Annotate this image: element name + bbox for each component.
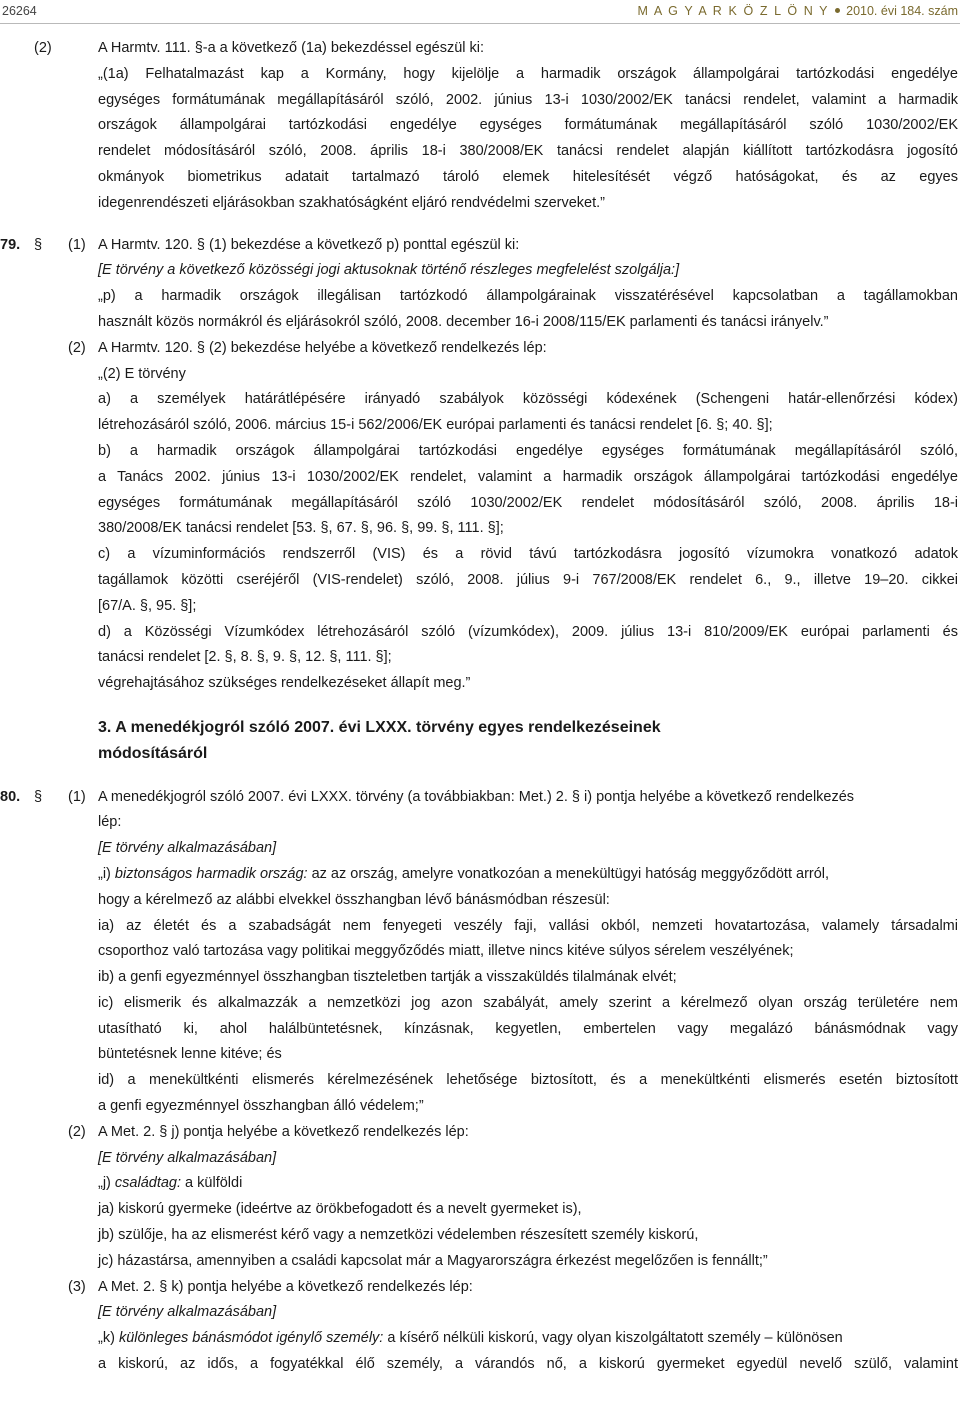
paragraph-marker: (2) [34,40,52,56]
text-line: ja) kiskorú gyermeke (ideértve az örökbefogadott és a nevelt gyermeket is), [98,1201,582,1218]
text-line [0,1275,958,1301]
text-line: a genfi egyezménnyel összhangban álló védelem;” [98,1098,424,1115]
paragraph-marker: (2) [68,339,86,356]
text-line: egységes formátumának megállapításáról szóló 1030/2002/EK rendelet módosításáról szóló, 2008. április 18-i [98,494,958,511]
issue-date: 2010. évi 184. szám [846,4,958,18]
text-line: id) a menekültkénti elismerés kérelmezésének lehetősége biztosított, és a menekültkénti elismerés esetén biztosított [98,1072,958,1089]
section-sign: § [34,788,43,805]
section-sign: § [34,236,43,253]
text-line: „(1a) Felhatalmazást kap a Kormány, hogy kijelölje a harmadik országok állampolgárai tartózkodási engedélye [98,65,958,82]
text-line [0,1120,958,1146]
text-line: végrehajtásához szükséges rendelkezéseket állapít meg.” [98,675,471,692]
text-line: tagállamok közötti cseréjéről (VIS-rendelet) szóló, 2008. július 9-i 767/2008/EK rendelet 6., 9., illetve 19–20. cikkei [98,571,958,588]
text-line: [E törvény alkalmazásában] [98,840,277,857]
text-line: hogy a kérelmező az alábbi elvekkel összhangban lévő bánásmódban részesül: [98,891,610,908]
text-line: „(2) E törvény [98,365,186,382]
bullet-dot-icon [835,8,840,13]
text-line: ia) az életét és a szabadságát nem fenyegeti veszély faji, vallási okból, nemzeti hovatartozása, valamely társadalmi [98,917,958,934]
line-text: A Met. 2. § k) pontja helyébe a következő rendelkezés lép: [98,1278,473,1295]
line-text: a kísérő nélküli kiskorú, vagy olyan kiszolgáltatott személy – különösen [383,1330,843,1347]
publication-title: M A G Y A R K Ö Z L Ö N Y [637,4,830,18]
header-divider [0,23,960,24]
defined-term: különleges bánásmódot igénylő személy: [118,1330,384,1347]
text-line: jb) szülője, ha az elismerést kérő vagy a nemzetközi védelemben részesített személy kiskorú, [98,1227,699,1244]
section-number: 79. [0,236,21,253]
line-text: A Harmtv. 120. § (2) bekezdése helyébe a következő rendelkezés lép: [98,339,547,356]
text-line [98,1171,958,1197]
text-line [0,36,958,62]
text-line: tanácsi rendelet [2. §, 8. §, 9. §, 12. §, 111. §]; [98,649,392,666]
line-text: A Harmtv. 120. § (1) bekezdése a következő p) ponttal egészül ki: [98,236,520,253]
text-line: utasítható ki, ahol halálbüntetésnek, kínzásnak, kegyetlen, embertelen vagy megalázó bánásmódnak vagy [98,1020,958,1037]
text-line: okmányok biometrikus adatait tartalmazó tároló elemek hitelesítését végző hatóságokat, és az egyes [98,168,958,185]
line-text: „k) [98,1330,119,1347]
text-line: ib) a genfi egyezménnyel összhangban tiszteletben tartják a visszaküldés tilalmának elvét; [98,969,677,986]
chapter-title: 3. A menedékjogról szóló 2007. évi LXXX. törvény egyes rendelkezéseinek [98,718,661,736]
text-line [0,336,958,362]
text-line: [E törvény a következő közösségi jogi aktusoknak történő részleges megfelelést szolgálja:] [98,262,680,279]
text-line: [67/A. §, 95. §]; [98,597,197,614]
text-line: csoporthoz való tartozása vagy politikai meggyőződés miatt, illetve nincs kitéve súlyos sérelem veszélyének; [98,943,794,960]
defined-term: biztonságos harmadik ország: [114,865,308,882]
section-number: 80. [0,788,21,805]
page-header [0,0,960,24]
text-line: idegenrendészeti eljárásokban szakhatóságként eljáró rendvédelmi szerveket.” [98,194,605,211]
line-text: „j) [98,1175,115,1192]
paragraph-marker: (2) [68,1123,86,1140]
text-line: a Tanács 2002. június 13-i 1030/2002/EK rendelet, valamint a harmadik országok állampolgárai tartózkodási engedélye [98,468,958,485]
text-line: d) a Közösségi Vízumkódex létrehozásáról szóló (vízumkódex), 2009. július 13-i 810/2009/EK európai parlamenti és [98,623,958,640]
section-line [0,785,958,811]
text-line: létrehozásáról szóló, 2006. március 15-i 562/2006/EK európai parlamenti és tanácsi rendelet [6. §; 40. §]; [98,417,773,434]
document-body [0,36,958,1378]
text-line: [E törvény alkalmazásában] [98,1149,277,1166]
paragraph-marker: (1) [68,788,86,805]
text-line: egységes formátumának megállapításáról szóló, 2002. június 13-i 1030/2002/EK tanácsi rendelet, valamint a harmadik [98,91,958,108]
text-line: [E törvény alkalmazásában] [98,1304,277,1321]
line-text: „i) [98,865,115,882]
page-number: 26264 [2,4,37,18]
text-line: „p) a harmadik országok illegálisan tartózkodó állampolgárainak visszatérésével kapcsolatban a tagállamokban [98,288,958,305]
text-line: országok állampolgárai tartózkodási engedélye egységes formátumának megállapításáról szóló 1030/2002/EK [98,117,958,134]
text-line: c) a vízuminformációs rendszerről (VIS) és a rövid távú tartózkodásra jogosító vízumokra vonatkozó adatok [98,546,958,563]
text-line: b) a harmadik országok állampolgárai tartózkodási engedélye egységes formátumának megállapításáról szóló, [98,442,958,459]
text-line: 380/2008/EK tanácsi rendelet [53. §, 67. §, 96. §, 99. §, 111. §]; [98,520,504,537]
text-line: rendelet módosításáról szóló, 2008. április 18-i 380/2008/EK tanácsi rendelet alapján kiállított tartózkodásra jogosító [98,143,958,160]
text-line: jc) házastársa, amennyiben a családi kapcsolat már a Magyarországra érkezést megelőzően is fennállt;” [98,1252,768,1269]
publication-info [637,0,958,22]
chapter-title: módosításáról [98,744,208,762]
defined-term: családtag: [114,1175,182,1192]
line-text: A Met. 2. § j) pontja helyébe a következő rendelkezés lép: [98,1123,469,1140]
line-text: A menedékjogról szóló 2007. évi LXXX. törvény (a továbbiakban: Met.) 2. § i) pontja helyébe a következő rendelkezés [98,788,855,805]
text-line: lép: [98,814,122,831]
text-line: a kiskorú, az idős, a fogyatékkal élő személy, a várandós nő, a kiskorú gyermeket egyedül nevelő szülő, valamint [98,1356,958,1373]
paragraph-marker: (3) [68,1278,86,1295]
text-line [98,862,958,888]
text-line: büntetésnek lenne kitéve; és [98,1046,282,1063]
text-line: ic) elismerik és alkalmazzák a nemzetközi jog azon szabályát, amely szerint a kérelmező olyan ország területére nem [98,994,958,1011]
text-line: a) a személyek határátlépésére irányadó szabályok közösségi kódexének (Schengeni határ-ellenőrzési kódex) [98,391,958,408]
line-text: a külföldi [181,1175,243,1192]
line-text: A Harmtv. 111. §-a a következő (1a) bekezdéssel egészül ki: [98,40,485,56]
section-line [0,233,958,259]
text-line: használt közös normákról és eljárásokról szóló, 2008. december 16-i 2008/115/EK parlamenti és tanácsi irányelv.” [98,313,829,330]
line-text: az az ország, amelyre vonatkozóan a menekültügyi hatóság meggyőződött arról, [307,865,830,882]
text-line [98,1326,958,1352]
paragraph-marker: (1) [68,236,86,253]
